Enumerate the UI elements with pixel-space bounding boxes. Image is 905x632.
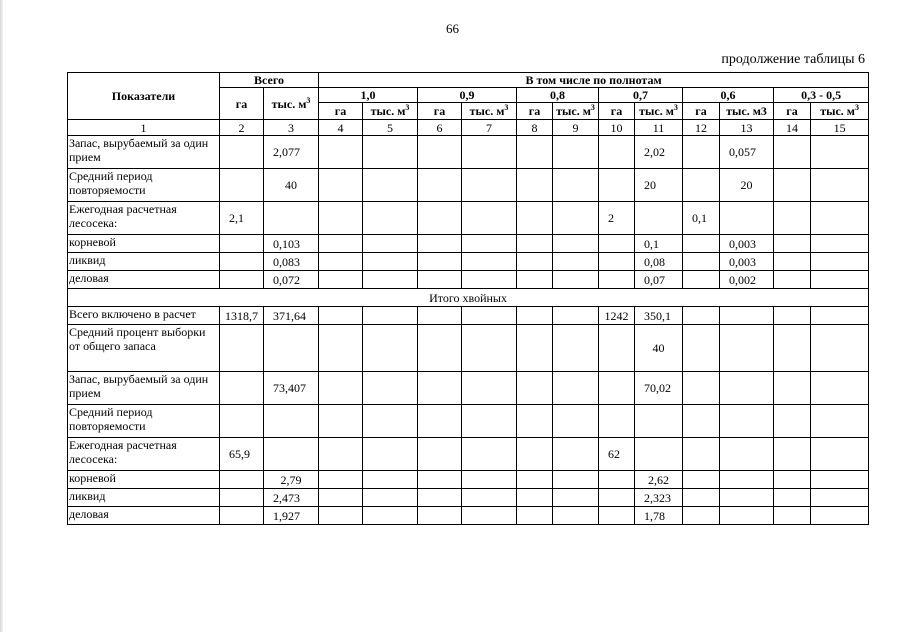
empty-cell <box>774 202 811 235</box>
empty-cell <box>319 169 363 202</box>
cell <box>683 136 720 169</box>
empty-cell <box>811 307 869 325</box>
table-row <box>68 471 869 489</box>
header-volume: тыс. $м^3$ <box>553 103 599 120</box>
empty-cell <box>319 372 363 405</box>
empty-cell <box>319 235 363 253</box>
cell <box>635 438 683 471</box>
header-density-5: 0,6 <box>683 88 774 103</box>
cell: 0,002 <box>720 271 774 289</box>
empty-cell <box>774 405 811 438</box>
empty-cell <box>811 372 869 405</box>
cell <box>220 372 264 405</box>
header-volume: тыс. $м^3$ <box>462 103 517 120</box>
empty-cell <box>553 253 599 271</box>
table-row <box>68 372 869 405</box>
header-volume-plain: тыс. м3 <box>720 103 774 120</box>
empty-cell <box>553 325 599 372</box>
empty-cell <box>462 202 517 235</box>
empty-cell <box>363 325 418 372</box>
empty-cell <box>811 202 869 235</box>
cell: 0,103 <box>264 235 319 253</box>
column-number: 15 <box>811 120 869 136</box>
empty-cell <box>811 489 869 507</box>
empty-cell <box>720 325 774 372</box>
column-number: 2 <box>220 120 264 136</box>
empty-cell <box>462 271 517 289</box>
empty-cell <box>517 307 553 325</box>
empty-cell <box>418 372 462 405</box>
cell <box>599 372 635 405</box>
empty-cell <box>774 471 811 489</box>
row-label: Средний период повторяемости <box>68 405 220 438</box>
row-label: Ежегодная расчетная лесосека: <box>68 202 220 235</box>
empty-cell <box>683 405 720 438</box>
empty-cell <box>683 438 720 471</box>
cell: 0,1 <box>635 235 683 253</box>
table-row <box>68 307 869 325</box>
cell <box>599 489 635 507</box>
column-number: 4 <box>319 120 363 136</box>
cell: 0,07 <box>635 271 683 289</box>
header-row-1 <box>68 73 869 88</box>
empty-cell <box>319 271 363 289</box>
table-row <box>68 325 869 372</box>
empty-cell <box>363 507 418 525</box>
cell: 2,62 <box>635 471 683 489</box>
empty-cell <box>811 438 869 471</box>
cell <box>599 471 635 489</box>
empty-cell <box>517 169 553 202</box>
empty-cell <box>720 372 774 405</box>
empty-cell <box>517 405 553 438</box>
empty-cell <box>418 405 462 438</box>
empty-cell <box>319 325 363 372</box>
empty-cell <box>418 202 462 235</box>
empty-cell <box>683 507 720 525</box>
empty-cell <box>462 235 517 253</box>
column-number-row <box>68 120 869 136</box>
empty-cell <box>418 136 462 169</box>
empty-cell <box>517 489 553 507</box>
cell <box>599 271 635 289</box>
empty-cell <box>720 471 774 489</box>
cell: 1318,7 <box>220 307 264 325</box>
empty-cell <box>319 136 363 169</box>
empty-cell <box>683 372 720 405</box>
table-row <box>68 253 869 271</box>
cell: 65,9 <box>220 438 264 471</box>
table-row <box>68 489 869 507</box>
cell: 20 <box>635 169 683 202</box>
column-number: 14 <box>774 120 811 136</box>
cell: 0,072 <box>264 271 319 289</box>
empty-cell <box>774 235 811 253</box>
empty-cell <box>517 136 553 169</box>
column-number: 10 <box>599 120 635 136</box>
cell <box>264 325 319 372</box>
table-row <box>68 507 869 525</box>
cell: 0,003 <box>720 253 774 271</box>
table-row <box>68 271 869 289</box>
header-total: Всего <box>220 73 319 88</box>
cell <box>220 489 264 507</box>
empty-cell <box>720 307 774 325</box>
empty-cell <box>418 235 462 253</box>
empty-cell <box>418 271 462 289</box>
data-table <box>67 72 869 525</box>
row-label: ликвид <box>68 489 220 507</box>
cell <box>599 325 635 372</box>
empty-cell <box>517 372 553 405</box>
cell: 2,077 <box>264 136 319 169</box>
cell <box>220 235 264 253</box>
empty-cell <box>553 271 599 289</box>
empty-cell <box>683 307 720 325</box>
header-including: В том числе по полнотам <box>319 73 869 88</box>
cell <box>683 235 720 253</box>
empty-cell <box>462 325 517 372</box>
cell <box>683 253 720 271</box>
empty-cell <box>418 438 462 471</box>
column-number: 11 <box>635 120 683 136</box>
empty-cell <box>363 438 418 471</box>
empty-cell <box>319 307 363 325</box>
cell <box>220 271 264 289</box>
cell: 40 <box>635 325 683 372</box>
cell <box>220 325 264 372</box>
empty-cell <box>811 405 869 438</box>
cell <box>264 405 319 438</box>
column-number: 12 <box>683 120 720 136</box>
cell: 371,64 <box>264 307 319 325</box>
cell: 40 <box>264 169 319 202</box>
column-number: 1 <box>68 120 220 136</box>
empty-cell <box>517 235 553 253</box>
column-number: 13 <box>720 120 774 136</box>
empty-cell <box>319 202 363 235</box>
empty-cell <box>363 471 418 489</box>
header-total-volume: тыс. $м^3$ <box>264 88 319 120</box>
cell: 2,323 <box>635 489 683 507</box>
empty-cell <box>811 471 869 489</box>
empty-cell <box>363 253 418 271</box>
empty-cell <box>774 438 811 471</box>
cell: 1,927 <box>264 507 319 525</box>
empty-cell <box>319 507 363 525</box>
empty-cell <box>462 307 517 325</box>
header-ha: га <box>683 103 720 120</box>
row-label: Всего включено в расчет <box>68 307 220 325</box>
empty-cell <box>720 405 774 438</box>
cell: 350,1 <box>635 307 683 325</box>
empty-cell <box>553 372 599 405</box>
column-number: 5 <box>363 120 418 136</box>
empty-cell <box>553 136 599 169</box>
table-row <box>68 405 869 438</box>
header-density-1: 1,0 <box>319 88 418 103</box>
empty-cell <box>553 307 599 325</box>
empty-cell <box>811 271 869 289</box>
cell <box>220 507 264 525</box>
empty-cell <box>553 438 599 471</box>
cell <box>264 438 319 471</box>
empty-cell <box>418 325 462 372</box>
header-density-4: 0,7 <box>599 88 683 103</box>
empty-cell <box>462 471 517 489</box>
cell <box>599 507 635 525</box>
empty-cell <box>683 325 720 372</box>
header-density-6: 0,3 - 0,5 <box>774 88 869 103</box>
header-ha: га <box>418 103 462 120</box>
cell: 0,083 <box>264 253 319 271</box>
empty-cell <box>363 235 418 253</box>
empty-cell <box>363 307 418 325</box>
empty-cell <box>462 169 517 202</box>
empty-cell <box>418 253 462 271</box>
empty-cell <box>553 169 599 202</box>
empty-cell <box>774 253 811 271</box>
table-row <box>68 202 869 235</box>
empty-cell <box>774 325 811 372</box>
empty-cell <box>418 507 462 525</box>
cell <box>599 235 635 253</box>
empty-cell <box>363 271 418 289</box>
empty-cell <box>363 136 418 169</box>
cell <box>599 253 635 271</box>
header-volume: тыс. $м^3$ <box>363 103 418 120</box>
empty-cell <box>811 235 869 253</box>
empty-cell <box>553 507 599 525</box>
cell <box>635 202 683 235</box>
column-number: 6 <box>418 120 462 136</box>
table-row <box>68 169 869 202</box>
empty-cell <box>418 307 462 325</box>
cell: 62 <box>599 438 635 471</box>
cell <box>720 202 774 235</box>
empty-cell <box>517 325 553 372</box>
cell: 1242 <box>599 307 635 325</box>
empty-cell <box>774 372 811 405</box>
section-title: Итого хвойных <box>68 289 869 307</box>
cell: 2 <box>599 202 635 235</box>
empty-cell <box>363 169 418 202</box>
row-label: Средний период повторяемости <box>68 169 220 202</box>
empty-cell <box>683 471 720 489</box>
empty-cell <box>553 489 599 507</box>
empty-cell <box>363 489 418 507</box>
cell <box>264 202 319 235</box>
header-volume: тыс. $м^3$ <box>811 103 869 120</box>
header-volume: тыс. $м^3$ <box>635 103 683 120</box>
empty-cell <box>517 507 553 525</box>
header-ha: га <box>599 103 635 120</box>
header-ha: га <box>774 103 811 120</box>
header-density-3: 0,8 <box>517 88 599 103</box>
cell: 0,08 <box>635 253 683 271</box>
empty-cell <box>774 507 811 525</box>
row-label: ликвид <box>68 253 220 271</box>
cell <box>683 169 720 202</box>
row-label: деловая <box>68 271 220 289</box>
cell: 2,1 <box>220 202 264 235</box>
row-label: корневой <box>68 235 220 253</box>
empty-cell <box>720 489 774 507</box>
header-ha: га <box>517 103 553 120</box>
cell <box>220 136 264 169</box>
cell: 0,1 <box>683 202 720 235</box>
empty-cell <box>462 136 517 169</box>
empty-cell <box>774 489 811 507</box>
row-label: Запас, вырубаемый за один прием <box>68 136 220 169</box>
cell: 1,78 <box>635 507 683 525</box>
empty-cell <box>363 372 418 405</box>
row-label: Ежегодная расчетная лесосека: <box>68 438 220 471</box>
empty-cell <box>774 271 811 289</box>
page-number: 66 <box>446 21 459 36</box>
row-label: Средний процент выборки от общего запаса <box>68 325 220 372</box>
cell <box>599 136 635 169</box>
empty-cell <box>553 471 599 489</box>
empty-cell <box>319 253 363 271</box>
cell: 2,473 <box>264 489 319 507</box>
empty-cell <box>319 405 363 438</box>
empty-cell <box>811 169 869 202</box>
empty-cell <box>462 405 517 438</box>
row-label: Запас, вырубаемый за один прием <box>68 372 220 405</box>
empty-cell <box>811 136 869 169</box>
empty-cell <box>462 253 517 271</box>
cell <box>683 271 720 289</box>
empty-cell <box>774 136 811 169</box>
row-label: деловая <box>68 507 220 525</box>
empty-cell <box>363 202 418 235</box>
header-density-2: 0,9 <box>418 88 517 103</box>
section-row <box>68 289 869 307</box>
table-row <box>68 235 869 253</box>
empty-cell <box>517 271 553 289</box>
cell <box>220 169 264 202</box>
column-number: 7 <box>462 120 517 136</box>
cell <box>599 169 635 202</box>
empty-cell <box>720 438 774 471</box>
empty-cell <box>517 202 553 235</box>
empty-cell <box>462 438 517 471</box>
column-number: 8 <box>517 120 553 136</box>
empty-cell <box>462 507 517 525</box>
cell: 0,057 <box>720 136 774 169</box>
empty-cell <box>553 202 599 235</box>
header-ha: га <box>319 103 363 120</box>
cell: 20 <box>720 169 774 202</box>
header-indicators: Показатели <box>68 73 220 120</box>
empty-cell <box>720 507 774 525</box>
empty-cell <box>319 471 363 489</box>
empty-cell <box>418 489 462 507</box>
cell: 73,407 <box>264 372 319 405</box>
cell <box>599 405 635 438</box>
empty-cell <box>517 471 553 489</box>
empty-cell <box>517 253 553 271</box>
empty-cell <box>811 507 869 525</box>
cell: 2,02 <box>635 136 683 169</box>
empty-cell <box>418 471 462 489</box>
empty-cell <box>683 489 720 507</box>
empty-cell <box>774 307 811 325</box>
table-row <box>68 136 869 169</box>
column-number: 3 <box>264 120 319 136</box>
cell <box>220 471 264 489</box>
empty-cell <box>462 489 517 507</box>
header-total-ha: га <box>220 88 264 120</box>
empty-cell <box>462 372 517 405</box>
empty-cell <box>553 235 599 253</box>
empty-cell <box>319 438 363 471</box>
table-continuation-note: продолжение таблицы 6 <box>721 52 865 67</box>
scan-edge <box>0 0 3 632</box>
cell: 70,02 <box>635 372 683 405</box>
empty-cell <box>811 325 869 372</box>
cell <box>635 405 683 438</box>
table-row <box>68 438 869 471</box>
empty-cell <box>811 253 869 271</box>
cell <box>220 253 264 271</box>
empty-cell <box>553 405 599 438</box>
cell: 2,79 <box>264 471 319 489</box>
empty-cell <box>774 169 811 202</box>
empty-cell <box>418 169 462 202</box>
column-number: 9 <box>553 120 599 136</box>
cell: 0,003 <box>720 235 774 253</box>
cell <box>220 405 264 438</box>
empty-cell <box>363 405 418 438</box>
row-label: корневой <box>68 471 220 489</box>
empty-cell <box>517 438 553 471</box>
empty-cell <box>319 489 363 507</box>
